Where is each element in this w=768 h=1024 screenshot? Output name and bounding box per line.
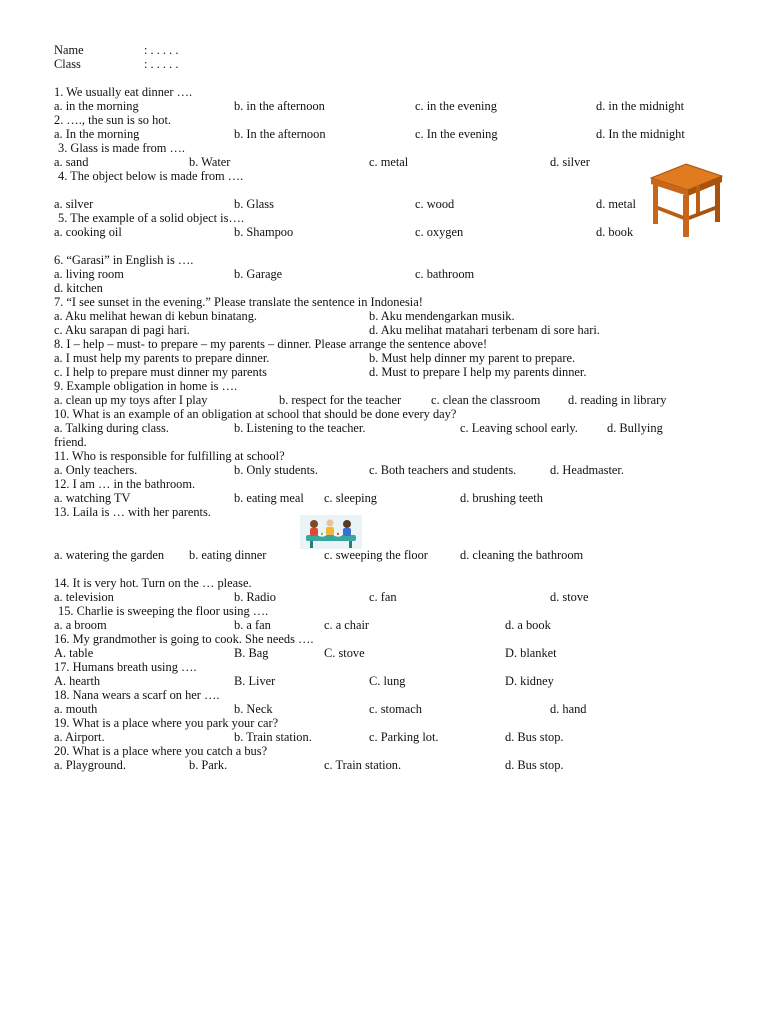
- q19-option-a: a. Airport.: [54, 730, 105, 744]
- q3-option-d: d. silver: [550, 155, 590, 169]
- question-15: 15. Charlie is sweeping the floor using ….: [58, 604, 269, 618]
- q18-option-c: c. stomach: [369, 702, 422, 716]
- q19-option-b: b. Train station.: [234, 730, 312, 744]
- name-label: Name: [54, 43, 84, 57]
- q9-option-d: d. reading in library: [568, 393, 667, 407]
- question-1: 1. We usually eat dinner ….: [54, 85, 193, 99]
- wooden-stool-image: [648, 162, 724, 238]
- q11-option-a: a. Only teachers.: [54, 463, 138, 477]
- q6-option-a: a. living room: [54, 267, 124, 281]
- q3-option-b: b. Water: [189, 155, 231, 169]
- q19-option-c: c. Parking lot.: [369, 730, 439, 744]
- q17-option-b: B. Liver: [234, 674, 276, 688]
- q13-option-a: a. watering the garden: [54, 548, 165, 562]
- q10-option-a: a. Talking during class.: [54, 421, 169, 435]
- question-12: 12. I am … in the bathroom.: [54, 477, 196, 491]
- q19-option-d: d. Bus stop.: [505, 730, 564, 744]
- q13-option-d: d. cleaning the bathroom: [460, 548, 584, 562]
- q4-option-c: c. wood: [415, 197, 455, 211]
- q12-option-b: b. eating meal: [234, 491, 304, 505]
- question-18: 18. Nana wears a scarf on her ….: [54, 688, 220, 702]
- q18-option-d: d. hand: [550, 702, 587, 716]
- q16-option-b: B. Bag: [234, 646, 269, 660]
- q1-option-b: b. in the afternoon: [234, 99, 325, 113]
- q20-option-d: d. Bus stop.: [505, 758, 564, 772]
- q7-option-b: b. Aku mendengarkan musik.: [369, 309, 515, 323]
- q18-option-a: a. mouth: [54, 702, 98, 716]
- q8-option-b: b. Must help dinner my parent to prepare.: [369, 351, 576, 365]
- q14-option-a: a. television: [54, 590, 114, 604]
- question-9: 9. Example obligation in home is ….: [54, 379, 238, 393]
- q14-option-c: c. fan: [369, 590, 397, 604]
- question-19: 19. What is a place where you park your car?: [54, 716, 279, 730]
- q6-option-b: b. Garage: [234, 267, 283, 281]
- question-2: 2. …., the sun is so hot.: [54, 113, 172, 127]
- question-16: 16. My grandmother is going to cook. She needs ….: [54, 632, 314, 646]
- q5-option-b: b. Shampoo: [234, 225, 294, 239]
- q9-option-c: c. clean the classroom: [431, 393, 541, 407]
- q17-option-c: C. lung: [369, 674, 406, 688]
- q7-option-c: c. Aku sarapan di pagi hari.: [54, 323, 190, 337]
- q10-option-c: c. Leaving school early.: [460, 421, 578, 435]
- name-value: : . . . . .: [144, 43, 179, 57]
- q3-option-a: a. sand: [54, 155, 89, 169]
- q4-option-a: a. silver: [54, 197, 94, 211]
- question-6: 6. “Garasi” in English is ….: [54, 253, 194, 267]
- q17-option-a: A. hearth: [54, 674, 101, 688]
- q13-option-c: c. sweeping the floor: [324, 548, 428, 562]
- q20-option-c: c. Train station.: [324, 758, 402, 772]
- q3-option-c: c. metal: [369, 155, 409, 169]
- q11-option-b: b. Only students.: [234, 463, 318, 477]
- question-8: 8. I – help – must- to prepare – my parents – dinner. Please arrange the sentence above!: [54, 337, 488, 351]
- q12-option-a: a. watching TV: [54, 491, 131, 505]
- q4-option-d: d. metal: [596, 197, 636, 211]
- q15-option-b: b. a fan: [234, 618, 271, 632]
- question-11: 11. Who is responsible for fulfilling at school?: [54, 449, 285, 463]
- q12-option-d: d. brushing teeth: [460, 491, 543, 505]
- q2-option-d: d. In the midnight: [596, 127, 685, 141]
- q8-option-c: c. I help to prepare must dinner my parents: [54, 365, 267, 379]
- q11-option-d: d. Headmaster.: [550, 463, 624, 477]
- question-4: 4. The object below is made from ….: [58, 169, 244, 183]
- question-20: 20. What is a place where you catch a bus?: [54, 744, 268, 758]
- q6-option-d: d. kitchen: [54, 281, 103, 295]
- q1-option-c: c. in the evening: [415, 99, 497, 113]
- class-value: : . . . . .: [144, 57, 179, 71]
- q10-option-d: d. Bullying: [607, 421, 663, 435]
- q10-option-d-continued: friend.: [54, 435, 87, 449]
- q7-option-a: a. Aku melihat hewan di kebun binatang.: [54, 309, 258, 323]
- q8-option-d: d. Must to prepare I help my parents dinner.: [369, 365, 587, 379]
- q9-option-b: b. respect for the teacher: [279, 393, 402, 407]
- q11-option-c: c. Both teachers and students.: [369, 463, 517, 477]
- question-7: 7. “I see sunset in the evening.” Please translate the sentence in Indonesia!: [54, 295, 423, 309]
- q8-option-a: a. I must help my parents to prepare dinner.: [54, 351, 270, 365]
- q18-option-b: b. Neck: [234, 702, 273, 716]
- q9-option-a: a. clean up my toys after I play: [54, 393, 208, 407]
- question-13: 13. Laila is … with her parents.: [54, 505, 211, 519]
- q2-option-a: a. In the morning: [54, 127, 140, 141]
- q7-option-d: d. Aku melihat matahari terbenam di sore hari.: [369, 323, 600, 337]
- q10-option-b: b. Listening to the teacher.: [234, 421, 366, 435]
- q14-option-d: d. stove: [550, 590, 589, 604]
- q6-option-c: c. bathroom: [415, 267, 475, 281]
- q14-option-b: b. Radio: [234, 590, 276, 604]
- q20-option-a: a. Playground.: [54, 758, 126, 772]
- q16-option-d: D. blanket: [505, 646, 557, 660]
- class-label: Class: [54, 57, 81, 71]
- q1-option-d: d. in the midnight: [596, 99, 685, 113]
- question-17: 17. Humans breath using ….: [54, 660, 197, 674]
- q13-option-b: b. eating dinner: [189, 548, 267, 562]
- question-14: 14. It is very hot. Turn on the … please.: [54, 576, 252, 590]
- question-10: 10. What is an example of an obligation at school that should be done every day?: [54, 407, 457, 421]
- q16-option-a: A. table: [54, 646, 94, 660]
- q2-option-b: b. In the afternoon: [234, 127, 326, 141]
- question-5: 5. The example of a solid object is….: [58, 211, 244, 225]
- q1-option-a: a. in the morning: [54, 99, 139, 113]
- q15-option-d: d. a book: [505, 618, 551, 632]
- q17-option-d: D. kidney: [505, 674, 554, 688]
- q16-option-c: C. stove: [324, 646, 365, 660]
- family-eating-image: [300, 515, 362, 549]
- q5-option-d: d. book: [596, 225, 634, 239]
- q15-option-a: a. a broom: [54, 618, 107, 632]
- q4-option-b: b. Glass: [234, 197, 274, 211]
- q5-option-c: c. oxygen: [415, 225, 464, 239]
- q5-option-a: a. cooking oil: [54, 225, 122, 239]
- q20-option-b: b. Park.: [189, 758, 228, 772]
- q15-option-c: c. a chair: [324, 618, 370, 632]
- question-3: 3. Glass is made from ….: [58, 141, 185, 155]
- q2-option-c: c. In the evening: [415, 127, 498, 141]
- q12-option-c: c. sleeping: [324, 491, 377, 505]
